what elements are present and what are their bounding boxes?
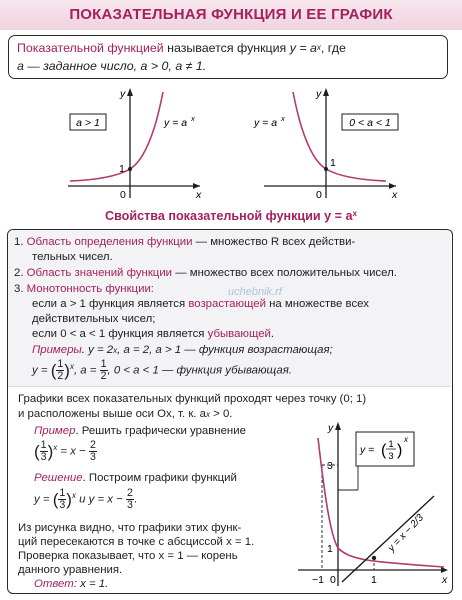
- tick-minus-1: −1: [312, 574, 324, 586]
- property-1-number: 1.: [14, 236, 24, 248]
- tick-one: 1: [119, 163, 125, 175]
- paren-close: ): [66, 490, 72, 509]
- graph-decreasing: [252, 86, 412, 202]
- property-3-line-3: [32, 327, 274, 342]
- y-axis-arrow: [335, 422, 341, 430]
- exp-curve: [70, 92, 163, 181]
- example-text: . Решить графически уравнение: [75, 425, 246, 437]
- example-text: y =: [32, 364, 48, 377]
- solution-line: [34, 471, 237, 486]
- properties-title-text: Свойства показательной функции y = a: [105, 209, 353, 223]
- definition-line-1: [17, 39, 439, 57]
- eq-rhs: = x −: [60, 445, 86, 458]
- function-label-exp: x: [191, 114, 195, 123]
- exp-label-paren: ): [397, 442, 403, 459]
- denominator: 3: [59, 499, 66, 511]
- x-axis-label: x: [196, 189, 202, 201]
- x-axis-label: x: [442, 574, 448, 586]
- property-2-number: 2.: [14, 267, 24, 279]
- numerator: 2: [89, 439, 96, 451]
- paren-close: ): [47, 442, 54, 461]
- examples-line-2: [32, 359, 292, 382]
- fn-text: и y = x −: [75, 493, 123, 506]
- y-axis-arrow: [127, 88, 133, 96]
- tick-1: 1: [327, 543, 333, 555]
- property-3-term: Монотонность функции:: [26, 283, 154, 295]
- functions-line: [34, 488, 137, 511]
- numerator: 1: [40, 439, 47, 451]
- definition-text-1: называется функция: [163, 41, 290, 55]
- y-axis-label: y: [120, 88, 126, 100]
- function-label: y = a: [254, 117, 278, 129]
- answer-label: Ответ: [34, 578, 74, 590]
- denominator: 2: [100, 370, 107, 382]
- exp-label-y: y =: [360, 444, 375, 456]
- solution-label: Решение: [34, 472, 83, 484]
- exp-curve: [293, 92, 386, 181]
- point-0-1: [128, 167, 132, 171]
- conclusion-line-1: Из рисунка видно, что графики этих функ-: [18, 522, 242, 534]
- paren-open: (: [50, 361, 57, 380]
- property-3-line-2: действительных чисел;: [32, 313, 156, 325]
- properties-title-exp: x: [352, 209, 357, 218]
- function-label: y = a: [164, 117, 188, 129]
- denominator: 3: [89, 451, 96, 463]
- tick-0: 0: [330, 574, 336, 586]
- exp-label-den: 3: [388, 451, 394, 462]
- definition-text-2: , где: [320, 41, 346, 55]
- property-1-cont: тельных чисел.: [32, 251, 113, 263]
- paren-open: (: [52, 490, 59, 509]
- property-3-number: 3.: [14, 283, 24, 295]
- definition-term: Показательной функцией: [17, 41, 164, 55]
- origin-label: 0: [120, 189, 126, 201]
- properties-list: [8, 230, 451, 387]
- fraction-two-thirds: [89, 440, 97, 463]
- paren-open: (: [34, 442, 40, 461]
- conclusion-line-2: ций пересекаются в точке с абсциссой x = 1.: [18, 536, 255, 548]
- note-line-2: [18, 407, 232, 422]
- example-text: , 0 < a < 1 — функция убывающая.: [107, 364, 292, 377]
- point-0-1: [324, 167, 328, 171]
- monotonic-text: если a > 1 функция является: [32, 298, 189, 310]
- examples-label: Примеры: [32, 344, 82, 356]
- fn-exp: x: [71, 491, 76, 500]
- example-label: Пример: [34, 425, 76, 437]
- property-2: [14, 266, 397, 281]
- fraction-half-a: [100, 359, 108, 382]
- denominator: 3: [126, 499, 133, 511]
- answer-line: [34, 577, 108, 592]
- property-2-term: Область значений функции: [26, 267, 173, 279]
- exp-label-paren: (: [381, 442, 387, 459]
- properties-title: [0, 209, 462, 223]
- example-equation: [34, 440, 97, 463]
- line-graph: [342, 496, 434, 582]
- numerator: 1: [57, 358, 64, 370]
- increasing-word: возрастающей: [188, 298, 266, 310]
- conclusion-line-3: Проверка показывает, что x = 1 — корень: [18, 550, 238, 562]
- tick-x-1: 1: [371, 574, 377, 586]
- intersection-point: [372, 556, 376, 560]
- tick-3: 3: [327, 460, 333, 472]
- exp-label-num: 1: [388, 439, 394, 450]
- y-axis-label: y: [316, 88, 322, 100]
- denominator: 3: [40, 451, 47, 463]
- monotonic-text: если 0 < a < 1 функция является: [32, 328, 208, 340]
- graph-increasing: [56, 86, 206, 202]
- note-exp: x: [205, 410, 210, 419]
- property-3-line-1: [32, 297, 369, 312]
- paren-close: ): [64, 361, 70, 380]
- page-title: ПОКАЗАТЕЛЬНАЯ ФУНКЦИЯ И ЕЕ ГРАФИК: [0, 0, 462, 30]
- x-axis-label: x: [392, 189, 398, 201]
- decreasing-word: убывающей: [207, 328, 271, 340]
- origin-label: 0: [316, 189, 322, 201]
- example-task: [34, 424, 246, 439]
- example-exp: x: [113, 346, 118, 355]
- definition-line-2: a — заданное число, a > 0, a ≠ 1.: [17, 59, 207, 73]
- example-exp: x: [69, 362, 74, 371]
- denominator: 2: [57, 370, 64, 382]
- property-1: [14, 235, 355, 250]
- example-graph: [294, 420, 452, 592]
- fraction-two-thirds: [126, 488, 134, 511]
- numerator: 2: [126, 487, 133, 499]
- fraction-third: [40, 440, 48, 463]
- function-label-exp: x: [281, 114, 285, 123]
- note-line-1: Графики всех показательных функций проходят через точку (0; 1): [18, 393, 367, 405]
- answer-text: : x = 1.: [73, 578, 109, 590]
- condition-label: 0 < a < 1: [349, 117, 391, 129]
- watermark: uchebnik.rf: [228, 286, 282, 298]
- note-text: > 0.: [209, 408, 233, 420]
- property-3: [14, 282, 154, 297]
- definition-box: [8, 35, 448, 79]
- conclusion-line-4: данного уравнения.: [18, 564, 123, 576]
- monotonic-text: .: [270, 328, 275, 340]
- x-axis-arrow: [441, 567, 448, 573]
- fn-text: .: [133, 493, 138, 506]
- examples-line-1: [32, 343, 333, 358]
- numerator: 1: [59, 487, 66, 499]
- properties-box: [7, 229, 453, 594]
- solution-text: . Построим графики функций: [82, 472, 237, 484]
- property-2-text: — множество всех положительных чисел.: [172, 267, 397, 279]
- tick-one: 1: [330, 157, 336, 169]
- numerator: 1: [100, 358, 107, 370]
- property-1-text: — множество R всех действи-: [192, 236, 356, 248]
- property-1-term: Область определения функции: [26, 236, 193, 248]
- definition-formula: y = a: [289, 41, 317, 55]
- example-text: , a = 2, a > 1 — функция возрастающая;: [117, 344, 333, 356]
- eq-exp: x: [53, 443, 58, 452]
- note-text: и расположены выше оси Ox, т. к. a: [18, 408, 206, 420]
- line-label: y = x − 2/3: [386, 512, 427, 555]
- y-axis-label: y: [328, 422, 334, 434]
- example-text: , a =: [73, 364, 97, 377]
- y-axis-arrow: [323, 88, 329, 96]
- definition-formula-exp: x: [316, 43, 321, 52]
- exp-label-exp: x: [404, 435, 408, 444]
- monotonic-text: на множестве всех: [265, 298, 369, 310]
- example-text: . y = 2: [81, 344, 114, 356]
- condition-label: a > 1: [76, 117, 100, 129]
- fn-text: y =: [34, 493, 50, 506]
